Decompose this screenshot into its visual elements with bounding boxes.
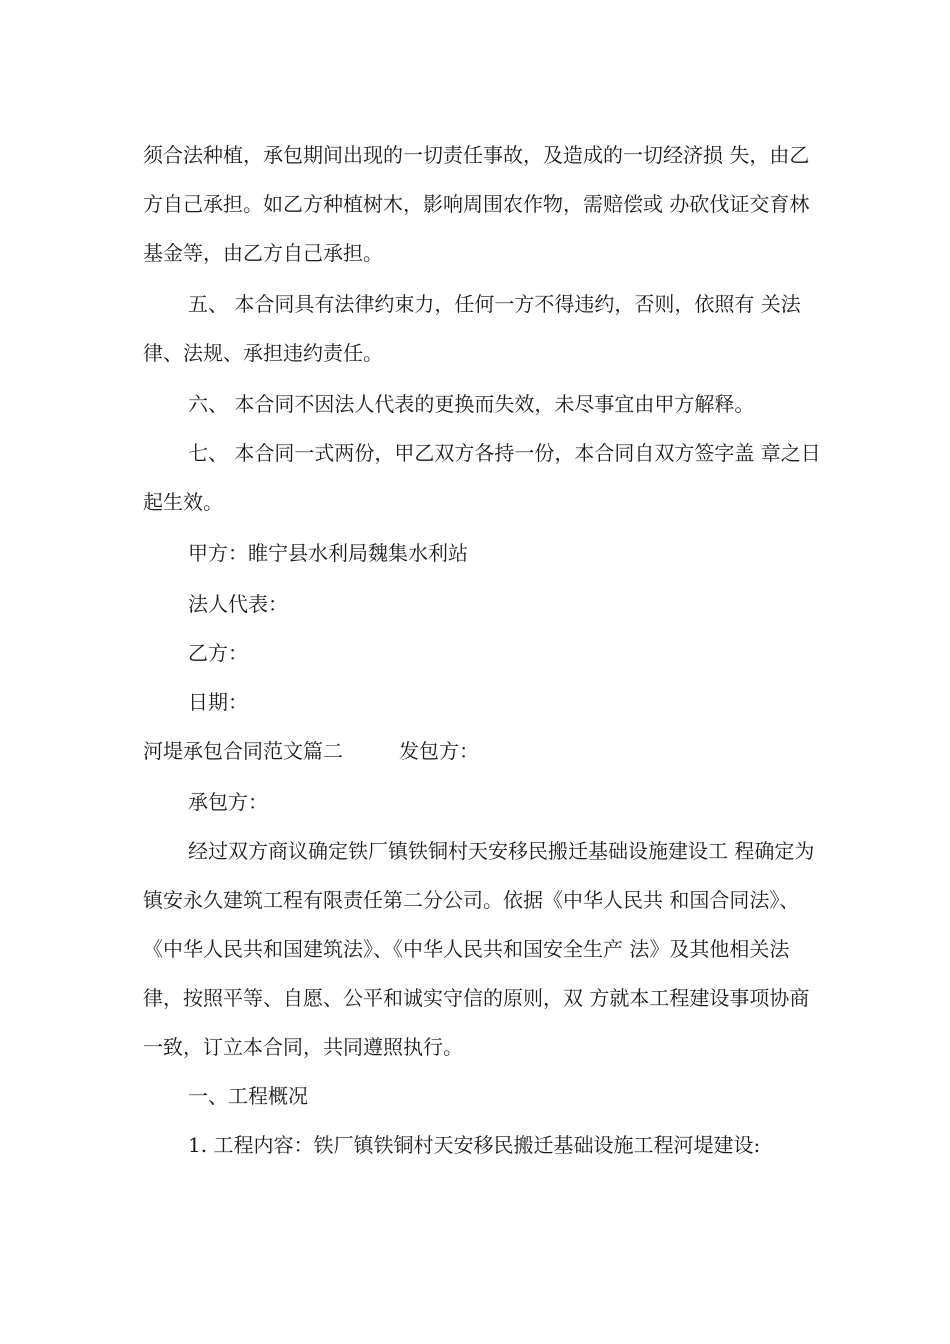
preamble-line-3: 《中华人民共和国建筑法》、《中华人民共和国安全生产 法》及其他相关法 bbox=[143, 937, 790, 961]
paragraph-four-line-1: 须合法种植，承包期间出现的一切责任事故，及造成的一切经济损 失，由乙 bbox=[143, 143, 810, 167]
clause-six: 六、 本合同不因法人代表的更换而失效，未尽事宜由甲方解释。 bbox=[188, 392, 755, 416]
paragraph-four-line-3: 基金等，由乙方自己承担。 bbox=[143, 241, 383, 265]
preamble-line-4: 律，按照平等、自愿、公平和诚实守信的原则，双 方就本工程建设事项协商 bbox=[143, 986, 810, 1010]
clause-five-line-2: 律、法规、承担违约责任。 bbox=[143, 341, 383, 365]
paragraph-four-line-2: 方自己承担。如乙方种植树木，影响周围农作物，需赔偿或 办砍伐证交育林 bbox=[143, 192, 810, 216]
clause-seven-line-2: 起生效。 bbox=[143, 490, 223, 514]
employer-label: 发包方： bbox=[399, 739, 479, 763]
clause-five-line-1: 五、 本合同具有法律约束力，任何一方不得违约，否则，依照有 关法 bbox=[188, 292, 801, 316]
section-title: 河堤承包合同范文篇二 bbox=[143, 739, 343, 763]
preamble-line-5: 一致，订立本合同，共同遵照执行。 bbox=[143, 1035, 463, 1059]
date-label: 日期： bbox=[188, 690, 248, 714]
party-a: 甲方：睢宁县水利局魏集水利站 bbox=[188, 541, 468, 565]
party-b: 乙方： bbox=[188, 641, 248, 665]
project-content-item: 1. 工程内容：铁厂镇铁铜村天安移民搬迁基础设施工程河堤建设: bbox=[188, 1133, 761, 1157]
legal-representative: 法人代表： bbox=[188, 592, 288, 616]
preamble-line-1: 经过双方商议确定铁厂镇铁铜村天安移民搬迁基础设施建设工 程确定为 bbox=[188, 839, 815, 863]
preamble-line-2: 镇安永久建筑工程有限责任第二分公司。依据《中华人民共 和国合同法》、 bbox=[143, 888, 800, 912]
clause-seven-line-1: 七、 本合同一式两份，甲乙双方各持一份，本合同自双方签字盖 章之日 bbox=[188, 441, 821, 465]
section-one-heading: 一、工程概况 bbox=[188, 1084, 308, 1108]
section-heading-line bbox=[143, 739, 479, 763]
contractor-label: 承包方： bbox=[188, 790, 268, 814]
